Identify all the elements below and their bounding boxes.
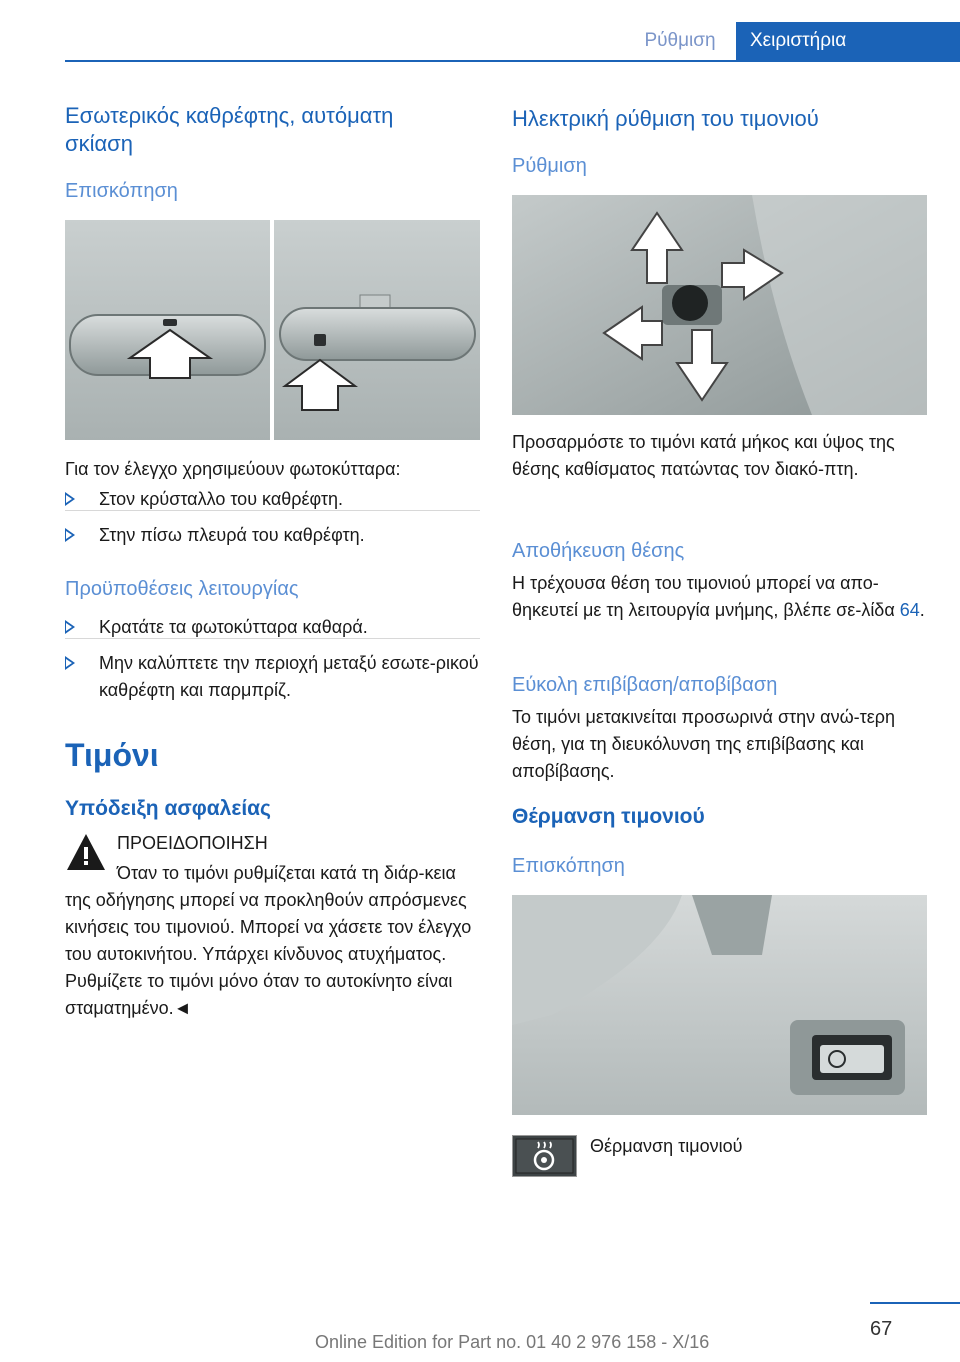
page-reference-link[interactable]: 64 bbox=[899, 600, 920, 620]
steering-adjust-photo bbox=[512, 195, 927, 415]
divider bbox=[65, 510, 480, 511]
page-number: 67 bbox=[870, 1318, 893, 1340]
warning-label: ΠΡΟΕΙΔΟΠΟΙΗΣΗ bbox=[117, 833, 268, 853]
steering-wheel-heading: Τιμόνι bbox=[65, 737, 159, 773]
bullet-triangle-icon bbox=[65, 492, 75, 506]
header-section-label: Ρύθμιση bbox=[644, 30, 716, 51]
mirror-photo bbox=[65, 220, 480, 440]
mirror-intro-text: Για τον έλεγχο χρησιμεύουν φωτοκύτταρα: bbox=[65, 459, 401, 479]
electric-adjust-title: Ηλεκτρική ρύθμιση του τιμονιού bbox=[512, 106, 819, 131]
easy-entry-text: Το τιμόνι μετακινείται προσωρινά στην ανώ-τερη θέση, για τη διευκόλυνση της επιβίβασης και αποβίβασης. bbox=[512, 707, 896, 781]
list-item: Στον κρύσταλλο του καθρέφτη. bbox=[65, 486, 480, 513]
wheel-heating-button-icon bbox=[512, 1135, 577, 1177]
easy-entry-heading: Εύκολη επιβίβαση/αποβίβαση bbox=[512, 674, 778, 696]
adjust-switch-illustration bbox=[512, 195, 927, 415]
warning-text: Όταν το τιμόνι ρυθμίζεται κατά τη διάρ-κεια της οδήγησης μπορεί να προκληθούν απρόσμενες κινήσεις του τιμονιού. Μπορεί να χάσετε τον έλεγχο του αυτοκινήτου. Υπάρχει κίνδυνος ατυχήματος. Ρυθμίζετε το τιμόνι μόνο όταν το αυτοκίνητο είναι σταματημένο.◄ bbox=[65, 863, 472, 1018]
footer-rule bbox=[870, 1302, 960, 1304]
save-position-heading: Αποθήκευση θέσης bbox=[512, 540, 685, 562]
heating-overview-heading: Επισκόπηση bbox=[512, 855, 625, 877]
adjust-text: Προσαρμόστε το τιμόνι κατά μήκος και ύψος της θέσης καθίσματος πατώντας τον διακό-πτη. bbox=[512, 432, 895, 479]
safety-heading: Υπόδειξη ασφαλείας bbox=[65, 797, 271, 820]
list-item: Μην καλύπτετε την περιοχή μεταξύ εσωτε-ρικού καθρέφτη και παρμπρίζ. bbox=[65, 650, 480, 704]
mirror-illustration bbox=[65, 220, 480, 440]
wheel-heating-photo bbox=[512, 895, 927, 1115]
divider bbox=[65, 638, 480, 639]
footer-edition-text: Online Edition for Part no. 01 40 2 976 158 - X/16 bbox=[315, 1332, 710, 1352]
mirror-overview-heading: Επισκόπηση bbox=[65, 180, 178, 202]
conditions-heading: Προϋποθέσεις λειτουργίας bbox=[65, 578, 299, 600]
header-chapter-tab: Χειριστήρια bbox=[736, 22, 960, 60]
list-item: Στην πίσω πλευρά του καθρέφτη. bbox=[65, 522, 480, 549]
mirror-section-title: Εσωτερικός καθρέφτης, αυτόματη σκίαση bbox=[65, 103, 394, 156]
header-rule bbox=[65, 60, 960, 62]
wheel-heating-heading: Θέρμανση τιμονιού bbox=[512, 805, 705, 828]
save-position-text: Η τρέχουσα θέση του τιμονιού μπορεί να απο-θηκευτεί με τη λειτουργία μνήμης, βλέπε σε-λίδα 64. bbox=[512, 573, 925, 620]
list-item: Κρατάτε τα φωτοκύτταρα καθαρά. bbox=[65, 614, 480, 641]
bullet-triangle-icon bbox=[65, 656, 75, 670]
bullet-triangle-icon bbox=[65, 528, 75, 542]
adjust-heading: Ρύθμιση bbox=[512, 155, 587, 177]
bullet-triangle-icon bbox=[65, 620, 75, 634]
heating-button-illustration bbox=[512, 895, 927, 1115]
wheel-heating-label: Θέρμανση τιμονιού bbox=[590, 1136, 743, 1156]
